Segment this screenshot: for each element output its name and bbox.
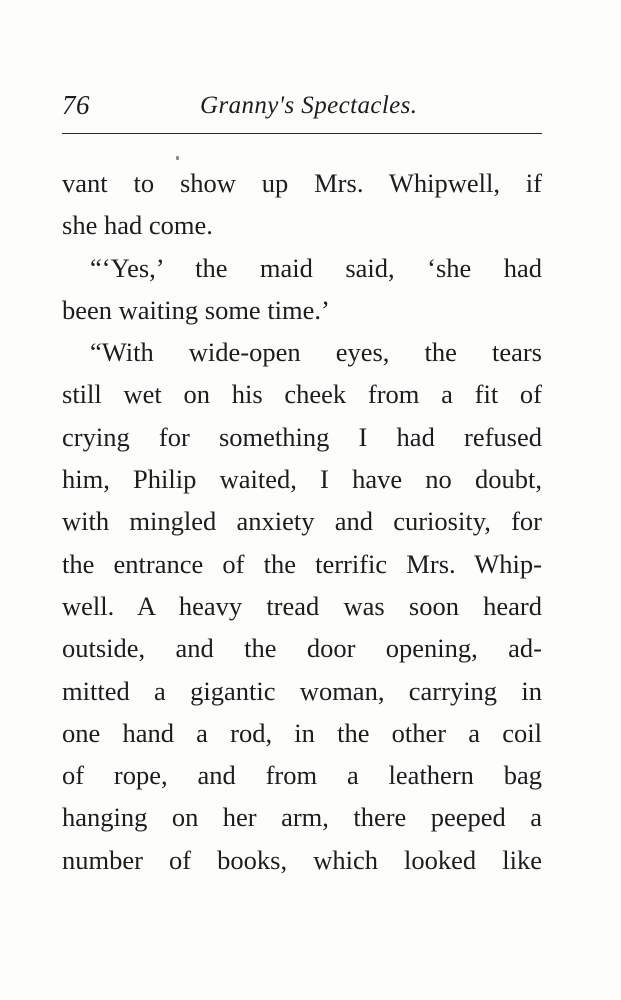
text-line: “‘Yes,’ the maid said, ‘she had [90,252,542,283]
running-title: Granny's Spectacles. [200,92,418,119]
text-line: “With wide-open eyes, the tears [90,337,542,368]
text-line: with mingled anxiety and curiosity, for [62,506,542,537]
text-line: the entrance of the terrific Mrs. Whip- [62,548,542,579]
text-line: been waiting some time.’ [62,294,330,325]
text-line: vant to show up Mrs. Whipwell, if [62,168,542,198]
text-line: mitted a gigantic woman, carrying in [62,675,542,706]
text-line: of rope, and from a leathern bag [62,760,542,791]
text-line: she had come. [62,210,213,241]
text-line: still wet on his cheek from a fit of [62,379,542,410]
text-line: number of books, which looked like [62,844,542,875]
text-line: him, Philip waited, I have no doubt, [62,464,542,495]
body-text [62,162,542,881]
text-line: one hand a rod, in the other a coil [62,717,542,748]
header-rule [62,133,542,134]
ink-fleck [176,156,179,160]
text-line: well. A heavy tread was soon heard [62,590,542,621]
text-line: hanging on her arm, there peeped a [62,802,542,833]
text-line: outside, and the door opening, ad- [62,633,542,664]
page-number: 76 [62,90,90,120]
text-line: crying for something I had refused [62,421,542,452]
running-head [62,90,542,126]
